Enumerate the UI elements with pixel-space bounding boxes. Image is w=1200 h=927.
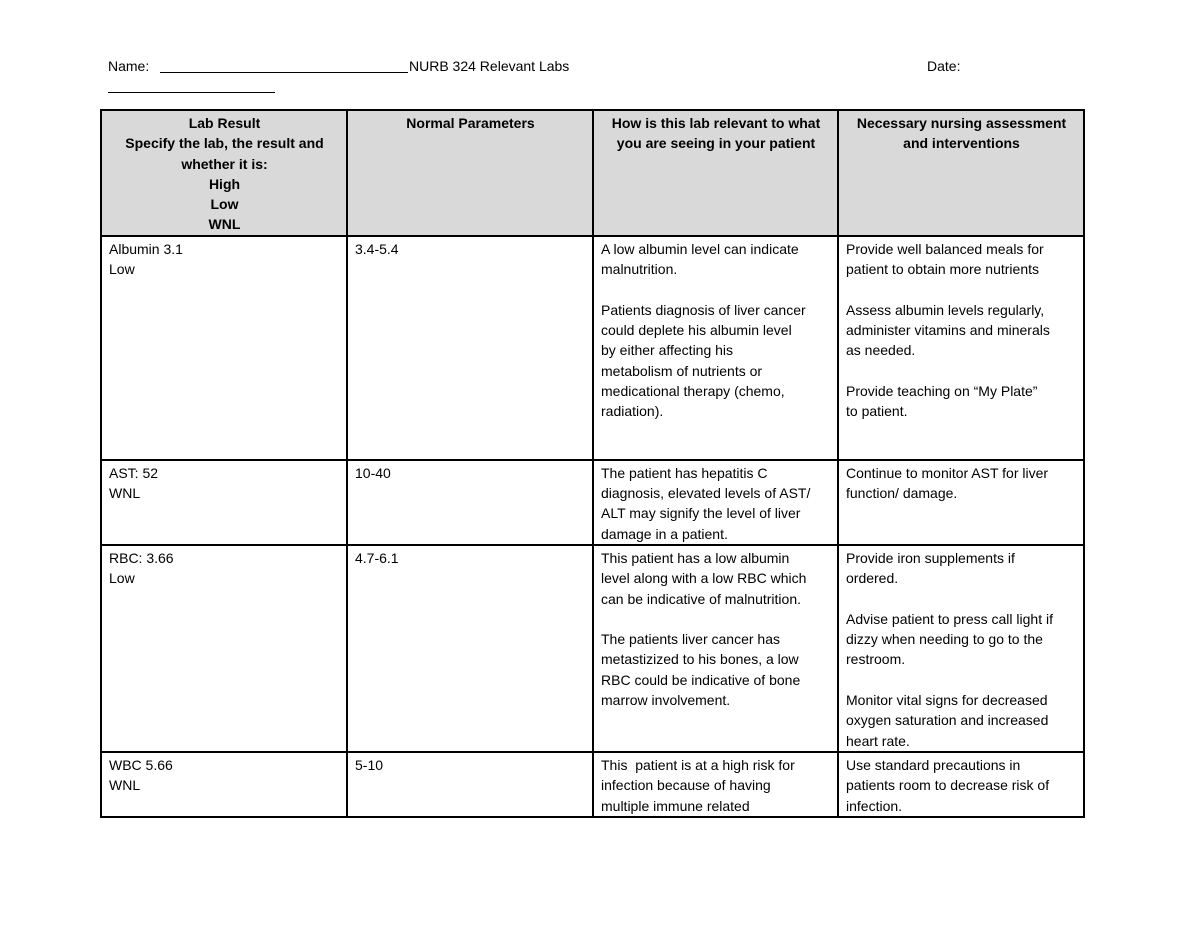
relevant-labs-table — [100, 109, 1085, 818]
normal-parameters-cell[interactable]: 5-10 — [347, 752, 593, 817]
table-row — [101, 236, 1084, 460]
relevance-cell[interactable] — [593, 545, 838, 752]
header-relevance: How is this lab relevant to what you are seeing in your patient — [593, 110, 838, 236]
intervention-paragraph: Provide well balanced meals for patient to obtain more nutrients — [846, 240, 1044, 278]
interventions-cell[interactable] — [838, 236, 1084, 460]
normal-parameters-cell[interactable]: 10-40 — [347, 460, 593, 545]
interventions-cell[interactable] — [838, 460, 1084, 545]
relevance-cell[interactable] — [593, 236, 838, 460]
interventions-cell[interactable] — [838, 545, 1084, 752]
name-blank-line[interactable] — [160, 72, 408, 73]
date-label: Date: — [927, 58, 961, 74]
table-row — [101, 460, 1084, 545]
header-normal-parameters: Normal Parameters — [347, 110, 593, 236]
relevance-cell[interactable] — [593, 460, 838, 545]
header-lab-result: Lab Result Specify the lab, the result and whether it is: High Low WNL — [101, 110, 347, 236]
lab-result-cell[interactable]: Albumin 3.1 Low — [101, 236, 347, 460]
relevance-cell[interactable] — [593, 752, 838, 817]
name-label: Name: — [108, 58, 150, 74]
relevance-paragraph: The patients liver cancer has metastizized to his bones, a low RBC could be indicative of bone marrow involvement. — [601, 631, 801, 709]
relevance-paragraph: A low albumin level can indicate malnutrition. — [601, 240, 799, 278]
table-header-row — [101, 110, 1084, 236]
relevance-paragraph: The patient has hepatitis C diagnosis, elevated levels of AST/ ALT may signify the level of liver damage in a patient. — [601, 464, 811, 542]
intervention-paragraph: Continue to monitor AST for liver function/ damage. — [846, 464, 1049, 502]
relevance-paragraph: Patients diagnosis of liver cancer could deplete his albumin level by either affecting his metabolism of nutrients or medicational therapy (chemo, radiation). — [601, 301, 806, 420]
table-row — [101, 545, 1084, 752]
table-row — [101, 752, 1084, 817]
intervention-paragraph: Provide teaching on “My Plate” to patient. — [846, 382, 1038, 420]
normal-parameters-cell[interactable]: 3.4-5.4 — [347, 236, 593, 460]
intervention-paragraph: Assess albumin levels regularly, administer vitamins and minerals as needed. — [846, 301, 1050, 359]
intervention-paragraph: Provide iron supplements if ordered. — [846, 549, 1015, 587]
lab-result-cell[interactable]: RBC: 3.66 Low — [101, 545, 347, 752]
intervention-paragraph: Advise patient to press call light if dizzy when needing to go to the restroom. — [846, 610, 1053, 668]
intervention-paragraph: Use standard precautions in patients room to decrease risk of infection. — [846, 756, 1050, 814]
interventions-cell[interactable] — [838, 752, 1084, 817]
relevance-paragraph: This patient is at a high risk for infection because of having multiple immune related — [601, 756, 795, 814]
course-title: NURB 324 Relevant Labs — [409, 58, 570, 74]
relevance-paragraph: This patient has a low albumin level along with a low RBC which can be indicative of malnutrition. — [601, 549, 807, 607]
intervention-paragraph: Monitor vital signs for decreased oxygen saturation and increased heart rate. — [846, 692, 1049, 749]
lab-result-cell[interactable]: WBC 5.66 WNL — [101, 752, 347, 817]
date-blank-line[interactable] — [108, 92, 275, 93]
lab-result-cell[interactable]: AST: 52 WNL — [101, 460, 347, 545]
header-interventions: Necessary nursing assessment and interventions — [838, 110, 1084, 236]
normal-parameters-cell[interactable]: 4.7-6.1 — [347, 545, 593, 752]
